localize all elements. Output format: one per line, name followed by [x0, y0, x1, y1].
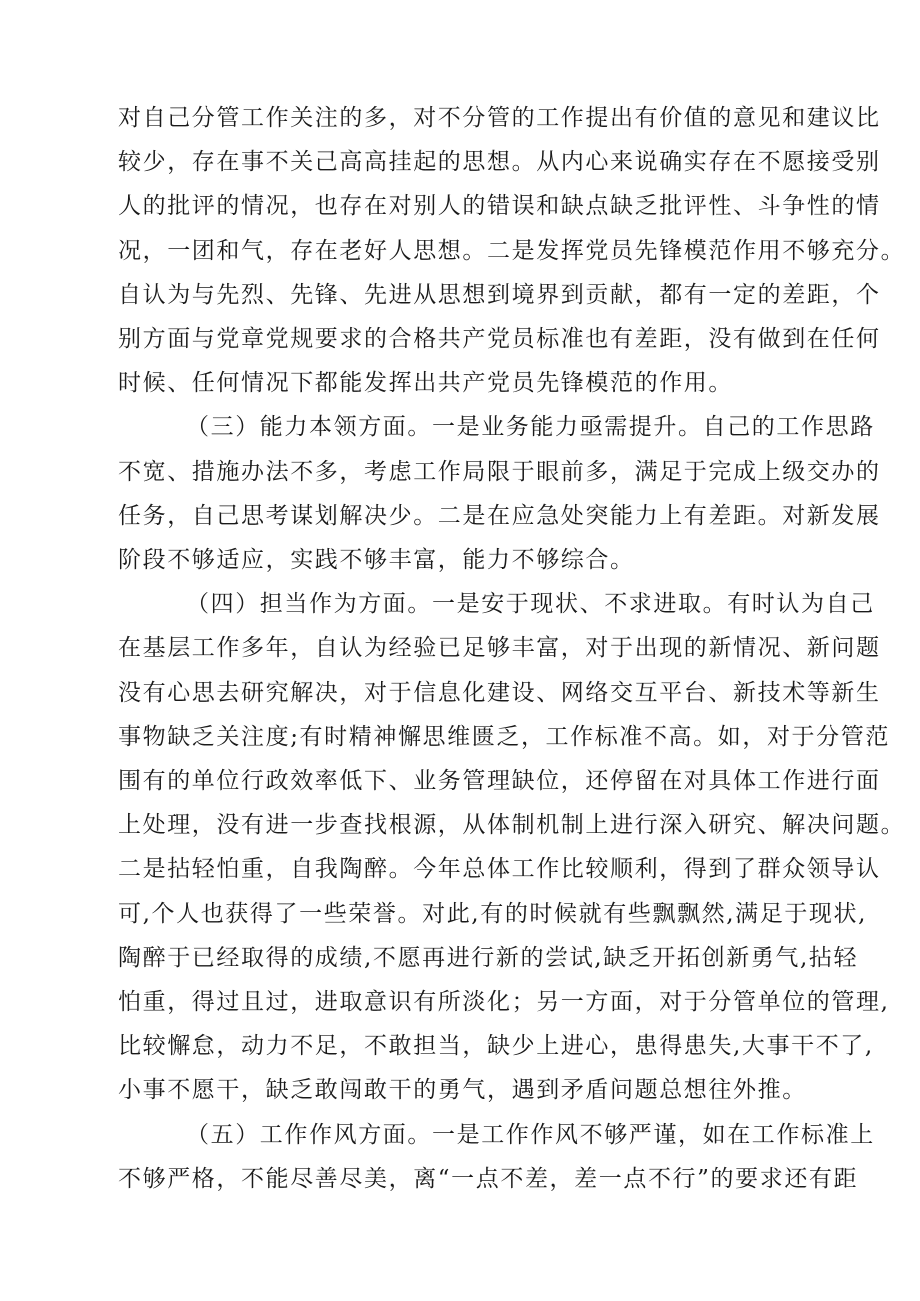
text-line: 在基层工作多年，自认为经验已足够丰富，对于出现的新情况、新问题	[118, 635, 881, 662]
text-line: 时候、任何情况下都能发挥出共产党员先锋模范的作用。	[118, 370, 733, 397]
paragraph-section-5	[118, 1113, 875, 1201]
text-line: 没有心思去研究解决，对于信息化建设、网络交互平台、新技术等新生	[118, 679, 881, 706]
paragraph-continuation	[118, 96, 906, 405]
text-line: 怕重，得过且过，进取意识有所淡化；另一方面，对于分管单位的管理,	[118, 989, 890, 1016]
text-line: 不宽、措施办法不多，考虑工作局限于眼前多，满足于完成上级交办的	[118, 458, 881, 485]
paragraph-section-4	[118, 582, 906, 1112]
text-line: 比较懈怠，动力不足，不敢担当，缺少上进心，患得患失,大事干不了,	[118, 1033, 874, 1060]
paragraph-section-3	[118, 405, 881, 582]
text-line: 围有的单位行政效率低下、业务管理缺位，还停留在对具体工作进行面	[118, 768, 881, 795]
text-line: 二是拈轻怕重，自我陶醉。今年总体工作比较顺利，得到了群众领导认	[118, 856, 881, 883]
text-line: 可,个人也获得了一些荣誉。对此,有的时候就有些飘飘然,满足于现状,	[118, 900, 868, 927]
document-body	[118, 96, 906, 1201]
text-line: 较少，存在事不关己高高挂起的思想。从内心来说确实存在不愿接受别	[118, 149, 881, 176]
text-line: 阶段不够适应，实践不够丰富，能力不够综合。	[118, 547, 635, 574]
text-line: 况，一团和气，存在老好人思想。二是发挥党员先锋模范作用不够充分。	[118, 237, 906, 264]
text-line: 对自己分管工作关注的多，对不分管的工作提出有价值的意见和建议比	[118, 105, 881, 131]
text-line: 不够严格，不能尽善尽美，离“一点不差，差一点不行”的要求还有距	[118, 1165, 859, 1192]
text-line: 小事不愿干，缺乏敢闯敢干的勇气，遇到矛盾问题总想往外推。	[118, 1077, 807, 1104]
text-line: 上处理，没有进一步查找根源，从体制机制上进行深入研究、解决问题。	[118, 812, 906, 839]
text-line: 事物缺乏关注度;有时精神懈思维匮乏，工作标准不高。如，对于分管范	[118, 723, 890, 750]
text-line: 别方面与党章党规要求的合格共产党员标准也有差距，没有做到在任何	[118, 326, 881, 353]
text-line: （三）能力本领方面。一是业务能力亟需提升。自己的工作思路	[186, 414, 875, 441]
text-line: （四）担当作为方面。一是安于现状、不求进取。有时认为自己	[186, 591, 875, 618]
text-line: 人的批评的情况，也存在对别人的错误和缺点缺乏批评性、斗争性的情	[118, 193, 881, 220]
text-line: 任务，自己思考谋划解决少。二是在应急处突能力上有差距。对新发展	[118, 502, 881, 529]
text-line: （五）工作作风方面。一是工作作风不够严谨，如在工作标准上	[186, 1121, 875, 1148]
text-line: 自认为与先烈、先锋、先进从思想到境界到贡献，都有一定的差距，个	[118, 281, 881, 308]
text-line: 陶醉于已经取得的成绩,不愿再进行新的尝试,缺乏开拓创新勇气,拈轻	[118, 944, 859, 971]
